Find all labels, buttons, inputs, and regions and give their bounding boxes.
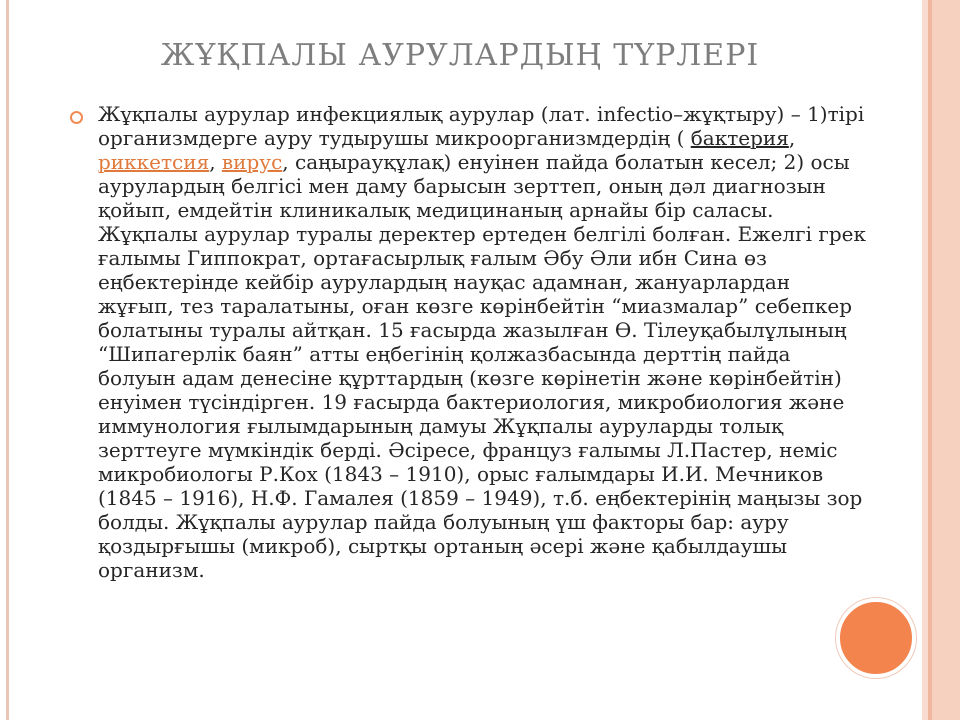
bullet-circle-icon	[70, 111, 83, 124]
separator: ,	[788, 126, 796, 150]
paragraph-text-part2: , саңырауқұлақ) енуінен пайда болатын кесел; 2) осы аурулардың белгісі мен даму барысын зерттеп, оның дәл диагнозын қойып, емдейтін клиникалық медицинаның арнайы бір саласы. Жұқпалы аурулар туралы деректер ертеден белгілі болған. Ежелгі грек ғалымы Гиппократ, ортағасырлық ғалым Әбу Әли ибн Сина өз еңбектерінде кейбір аурулардың науқас адамнан, жануарлардан жұғып, тез таралатыны, оған көзге көрінбейтін “миазмалар” себепкер болатыны туралы айтқан. 15 ғасырда жазылған Ө. Тілеуқабылұлының “Шипагерлік баян” атты еңбегінің қолжазбасында дерттің пайда болуын адам денесіне құрттардың (көзге көрінетін және көрінбейтін) енуімен түсіндірген. 19 ғасырда бактериология, микробиология және иммунология ғылымдарының дамуы Жұқпалы ауруларды толық зерттеуге мүмкіндік берді. Әсіресе, француз ғалымы Л.Пастер, неміс микробиологы Р.Кох (1843 – 1910), орыс ғалымдары И.И. Мечников (1845 – 1916), Н.Ф. Гамалея (1859 – 1949), т.б. еңбектерінің маңызы зор болды. Жұқпалы аурулар пайда болуының үш факторы бар: ауру қоздырғышы (микроб), сыртқы ортаның әсері және қабылдаушы организм.	[98, 150, 866, 582]
decorative-orange-circle-icon	[836, 598, 916, 678]
separator: ,	[209, 150, 222, 174]
paragraph-text-part1: Жұқпалы аурулар инфекциялық аурулар (лат. infectio–жұқтыру) – 1)тірі организмдерге ауру тудырушы микроорганизмдердің (	[98, 102, 865, 150]
slide-title: ЖҰҚПАЛЫ АУРУЛАРДЫҢ ТҮРЛЕРІ	[160, 38, 760, 73]
body-paragraph	[98, 102, 868, 582]
rickettsia-link[interactable]: риккетсия	[98, 150, 210, 174]
right-decorative-band	[932, 0, 960, 720]
left-border-rule	[6, 0, 9, 720]
bacteria-link[interactable]: бактерия	[690, 126, 789, 150]
virus-link[interactable]: вирус	[221, 150, 283, 174]
